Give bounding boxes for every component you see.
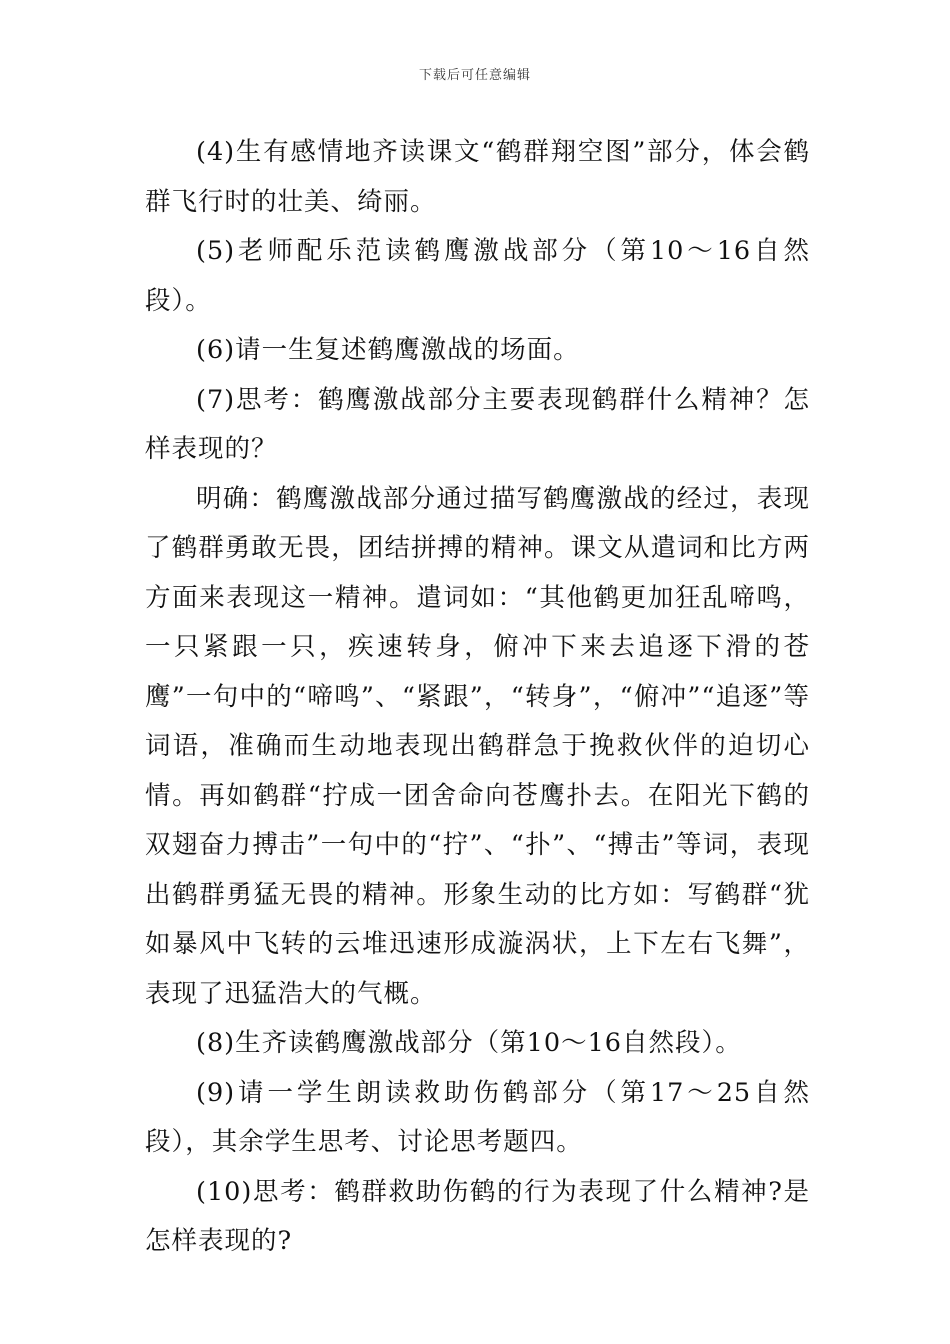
paragraph-9: (9)请一学生朗读救助伤鹤部分（第17～25自然段），其余学生思考、讨论思考题四。 <box>145 1077 810 1157</box>
paragraph-answer: 明确：鹤鹰激战部分通过描写鹤鹰激战的经过，表现了鹤群勇敢无畏，团结拼搏的精神。课文从遣词和比方两方面来表现这一精神。遣词如：“其他鹤更加狂乱啼鸣，一只紧跟一只，疾速转身，俯冲下来去追逐下滑的苍鹰”一句中的“啼鸣”、“紧跟”，“转身”，“俯冲”“追逐”等词语，准确而生动地表现出鹤群急于挽救伙伴的迫切心情。再如鹤群“拧成一团舍命向苍鹰扑去。在阳光下鹤的双翅奋力搏击”一句中的“拧”、“扑”、“搏击”等词，表现出鹤群勇猛无畏的精神。形象生动的比方如：写鹤群“犹如暴风中飞转的云堆迅速形成漩涡状，上下左右飞舞”，表现了迅猛浩大的气概。 <box>145 483 810 1009</box>
paragraph-7: (7)思考：鹤鹰激战部分主要表现鹤群什么精神？怎样表现的？ <box>145 384 810 464</box>
paragraph-8: (8)生齐读鹤鹰激战部分（第10～16自然段）。 <box>196 1028 742 1058</box>
paragraph-6: (6)请一生复述鹤鹰激战的场面。 <box>196 335 580 365</box>
document-body <box>145 128 810 1267</box>
page-header: 下载后可任意编辑 <box>418 68 531 83</box>
paragraph-10: (10)思考：鹤群救助伤鹤的行为表现了什么精神?是怎样表现的? <box>145 1176 810 1256</box>
paragraph-4: (4)生有感情地齐读课文“鹤群翔空图”部分，体会鹤群飞行时的壮美、绮丽。 <box>145 137 810 217</box>
paragraph-5: (5)老师配乐范读鹤鹰激战部分（第10～16自然段）。 <box>145 236 810 316</box>
